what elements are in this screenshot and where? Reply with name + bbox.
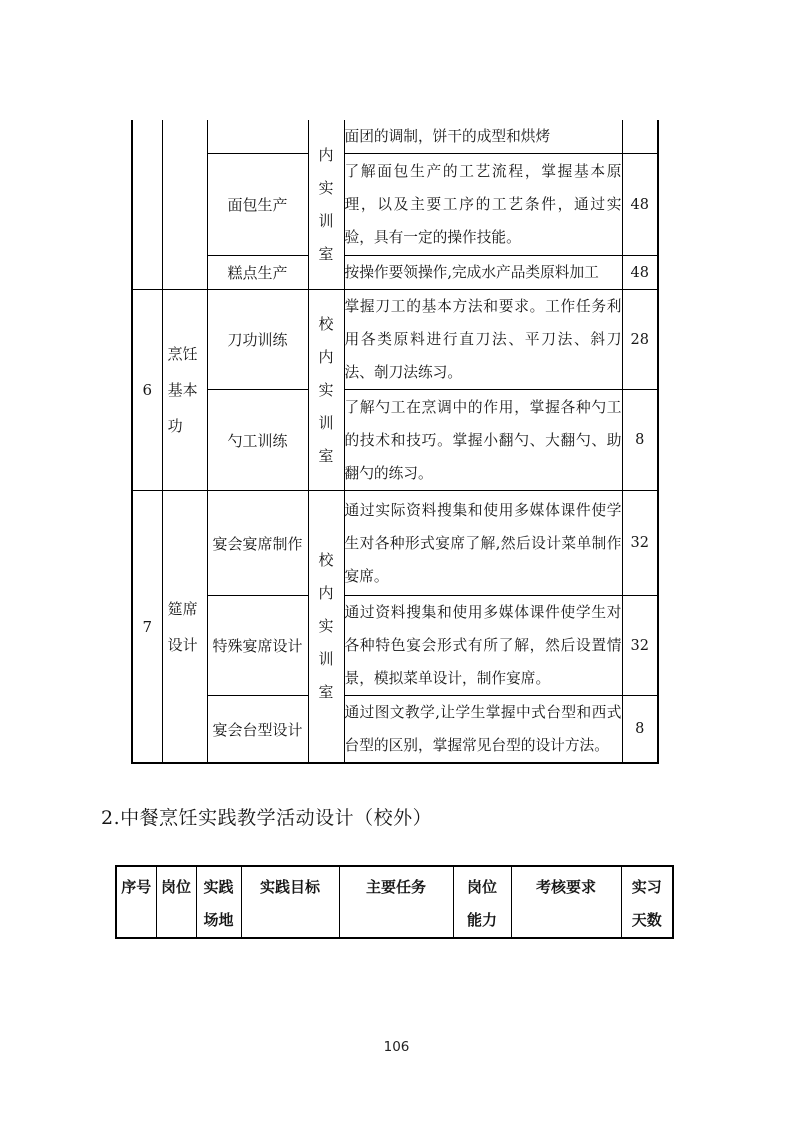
header-post: 岗位	[156, 866, 196, 938]
table-row	[132, 390, 658, 491]
offcampus-practice-table	[115, 865, 674, 939]
header-label: 实践场地	[203, 878, 234, 929]
table-row	[132, 154, 658, 256]
cell-category	[162, 491, 207, 764]
cell-site	[308, 491, 344, 764]
table-row	[132, 596, 658, 696]
site-label: 校内实训室	[318, 314, 334, 465]
cell-goal: 了解面包生产的工艺流程，掌握基本原理，以及主要工序的工艺条件，通过实验，具有一定的操作技能。	[344, 154, 622, 256]
header-internship-days	[621, 866, 673, 938]
cell-seq	[132, 120, 162, 290]
table-row	[132, 290, 658, 390]
cell-site	[308, 120, 344, 290]
cell-project: 勺工训练	[207, 390, 308, 491]
cell-project	[207, 120, 308, 154]
cell-hours: 32	[622, 491, 658, 596]
cell-goal: 通过资料搜集和使用多媒体课件使学生对各种特色宴会形式有所了解，然后设置情景，模拟菜单设计，制作宴席。	[344, 596, 622, 696]
site-label: 内实训室	[318, 145, 334, 263]
cell-goal: 按操作要领操作,完成水产品类原料加工	[344, 256, 622, 290]
cell-goal: 通过图文教学,让学生掌握中式台型和西式台型的区别，掌握常见台型的设计方法。	[344, 696, 622, 764]
header-label: 岗位能力	[466, 878, 497, 929]
header-main-tasks: 主要任务	[339, 866, 453, 938]
cell-project: 宴会宴席制作	[207, 491, 308, 596]
category-label: 烹饪基本功	[167, 345, 198, 435]
header-practice-site	[196, 866, 241, 938]
cell-seq: 6	[132, 290, 162, 491]
category-label: 筵席设计	[167, 599, 198, 654]
table-row	[132, 120, 658, 154]
table-row	[132, 696, 658, 764]
cell-hours: 8	[622, 696, 658, 764]
cell-site	[308, 290, 344, 491]
cell-project: 刀功训练	[207, 290, 308, 390]
header-label: 实习天数	[631, 878, 662, 929]
cell-goal: 面团的调制，饼干的成型和烘烤	[344, 120, 622, 154]
header-practice-goal: 实践目标	[241, 866, 339, 938]
site-label: 校内实训室	[318, 551, 334, 701]
table-header-row	[116, 866, 673, 938]
cell-hours	[622, 120, 658, 154]
cell-category	[162, 290, 207, 491]
header-assessment: 考核要求	[511, 866, 621, 938]
cell-goal: 了解勺工在烹调中的作用，掌握各种勺工的技术和技巧。掌握小翻勺、大翻勺、助翻勺的练习。	[344, 390, 622, 491]
table-row	[132, 256, 658, 290]
section-heading: 2.中餐烹饪实践教学活动设计（校外）	[101, 807, 433, 829]
cell-hours: 48	[622, 154, 658, 256]
cell-hours: 28	[622, 290, 658, 390]
cell-project: 宴会台型设计	[207, 696, 308, 764]
cell-goal: 掌握刀工的基本方法和要求。工作任务利用各类原料进行直刀法、平刀法、斜刀法、剞刀法练习。	[344, 290, 622, 390]
cell-project: 特殊宴席设计	[207, 596, 308, 696]
cell-goal: 通过实际资料搜集和使用多媒体课件使学生对各种形式宴席了解,然后设计菜单制作宴席。	[344, 491, 622, 596]
cell-hours: 8	[622, 390, 658, 491]
header-post-ability	[453, 866, 511, 938]
cell-hours: 48	[622, 256, 658, 290]
cell-project: 糕点生产	[207, 256, 308, 290]
header-seq: 序号	[116, 866, 156, 938]
page-number: 106	[383, 1039, 410, 1055]
cell-category	[162, 120, 207, 290]
table-row	[132, 491, 658, 596]
cell-hours: 32	[622, 596, 658, 696]
cell-project: 面包生产	[207, 154, 308, 256]
campus-practice-table	[131, 120, 659, 764]
cell-seq: 7	[132, 491, 162, 764]
